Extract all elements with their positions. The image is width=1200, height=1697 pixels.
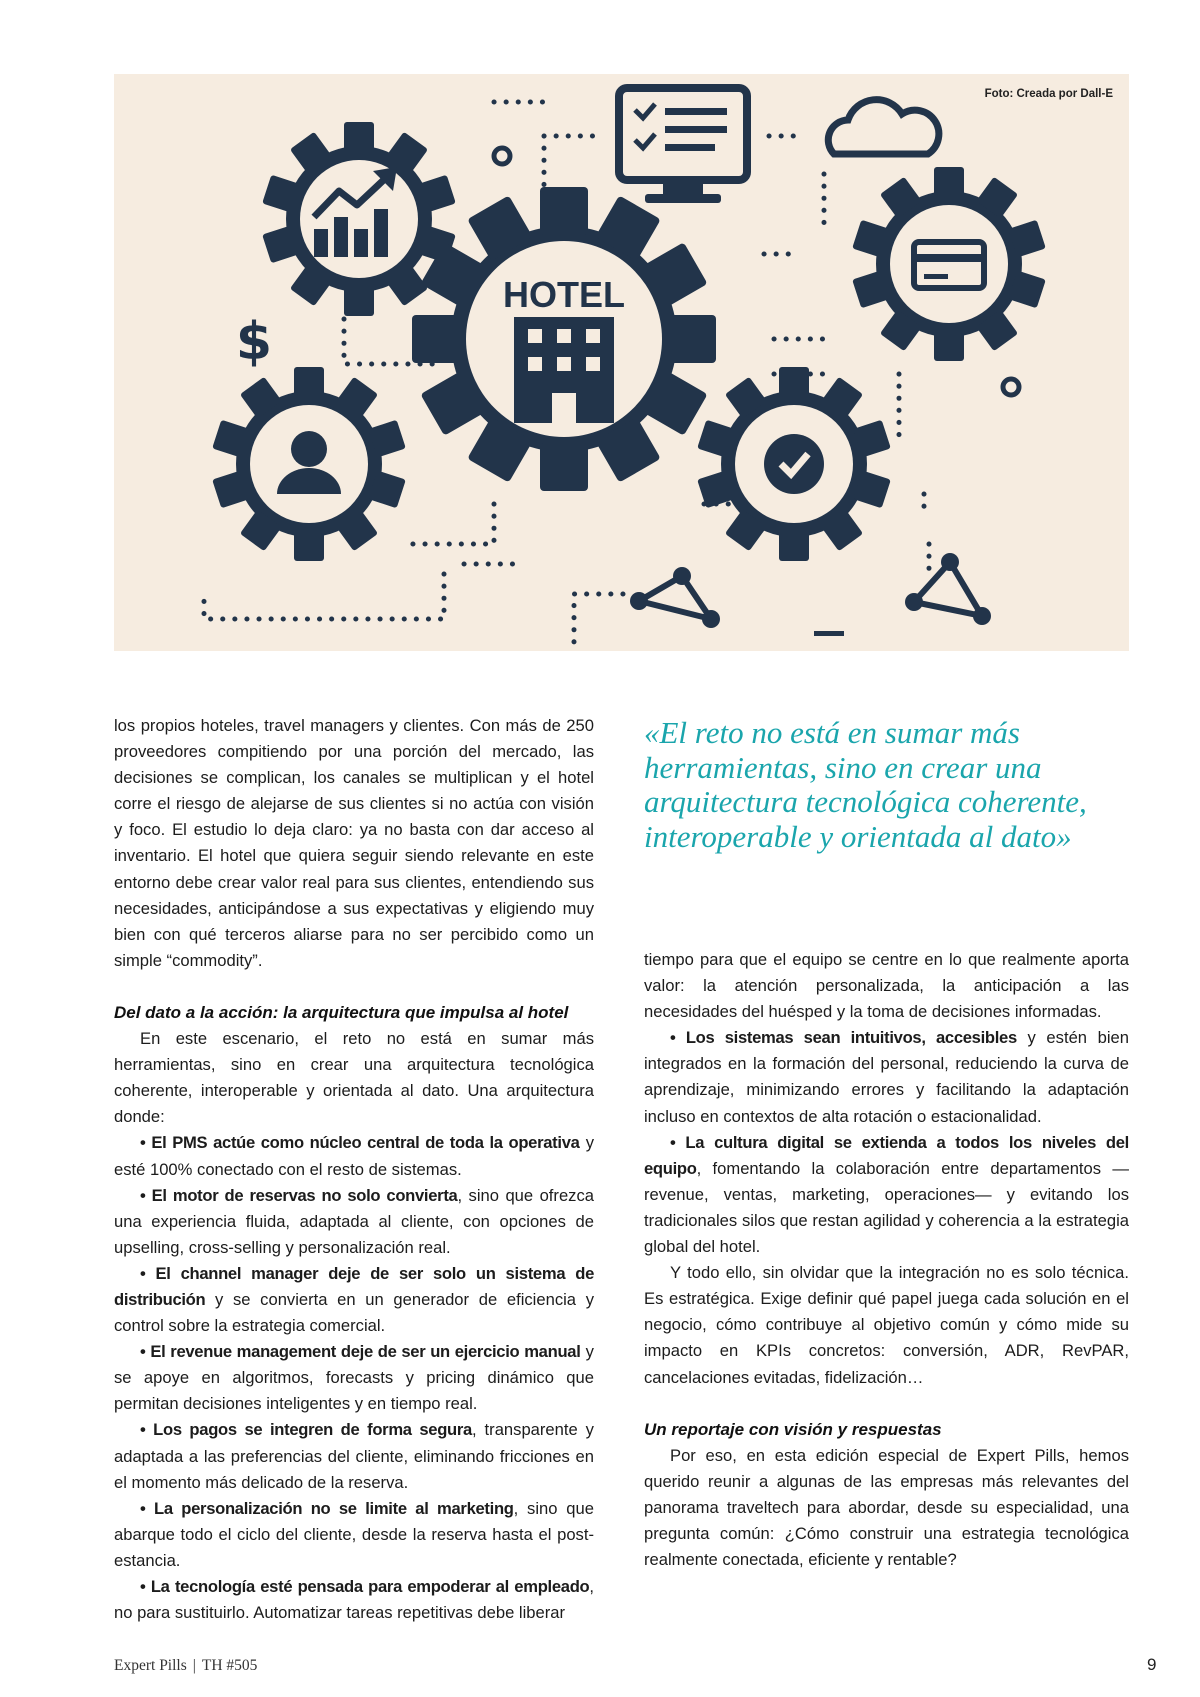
bullet-systems — [644, 1025, 1129, 1129]
photo-credit: Foto: Creada por Dall-E — [984, 88, 1113, 100]
bullet-bold: • El motor de reservas no solo convierta — [140, 1185, 458, 1205]
bullet-text: y esté 100% conectado con el resto de sistemas. — [114, 1133, 594, 1179]
bullet-text: , no para sustituirlo. Automatizar tareas repetitivas debe liberar — [114, 1577, 594, 1623]
left-column — [114, 713, 594, 1626]
user-gear-icon — [212, 367, 406, 561]
bullet-payments — [114, 1417, 594, 1495]
bullet-text: y se convierta en un generador de eficiencia y control sobre la estrategia comercial. — [114, 1289, 594, 1336]
publication-name: Expert Pills — [114, 1657, 187, 1674]
bullet-text: , transparente y adaptada a las preferencias del cliente, eliminando fricciones en el momento más delicado de la reserva. — [114, 1420, 594, 1492]
dollar-icon: $ — [235, 312, 273, 372]
bullet-bold: • El PMS actúe como núcleo central de toda la operativa — [140, 1133, 580, 1153]
bullet-bold: • La tecnología esté pensada para empoderar al empleado — [140, 1577, 590, 1596]
page-number: 9 — [1147, 1655, 1157, 1674]
ring-dot-1 — [494, 148, 510, 164]
bullet-text: y se apoye en algoritmos, forecasts y pricing dinámico que permitan decisiones inteligentes y en tiempo real. — [114, 1342, 594, 1414]
cloud-icon — [828, 100, 939, 154]
bullet-booking-engine — [114, 1183, 594, 1261]
continuation-paragraph: tiempo para que el equipo se centre en lo que realmente aporta valor: la atención personalizada, la anticipación a las necesidades del huésped y la toma de decisiones informadas. — [644, 950, 1129, 1022]
bullet-bold: • Los sistemas sean intuitivos, accesibles — [670, 1028, 1017, 1048]
footer-separator: | — [192, 1657, 196, 1674]
bullet-bold: • El channel manager deje de ser solo un sistema de distribución — [114, 1263, 594, 1309]
bullet-text: y estén bien integrados en la formación del personal, reduciendo la curva de aprendizaje, minimizando errores y facilitando la adaptación incluso en contextos de alta rotación o estacionalidad. — [644, 1028, 1130, 1126]
bullet-revenue — [114, 1339, 594, 1417]
issue-number: TH #505 — [201, 1657, 258, 1674]
pull-quote: «El reto no está en sumar más herramientas, sino en crear una arquitectura tecnológica coherente, interoperable y orientada al dato» — [644, 715, 1087, 854]
closing-paragraph: Y todo ello, sin olvidar que la integración no es solo técnica. Es estratégica. Exige definir qué papel juega cada solución en el negocio, cómo contribuye al objetivo común y cómo mide su impacto en KPIs concretos: conversión, ADR, RevPAR, cancelaciones evitadas, fidelización… — [644, 1263, 1129, 1387]
bullet-channel-manager — [114, 1261, 594, 1339]
credit-card-gear-icon — [852, 167, 1046, 361]
intro-paragraph: los propios hoteles, travel managers y clientes. Con más de 250 proveedores compitiendo por una porción del mercado, las decisiones se complican, los canales se multiplican y el hotel corre el riesgo de alejarse de sus clientes si no actúa con visión y foco. El estudio lo deja claro: ya no basta con dar acceso al inventario. El hotel que quiera seguir siendo relevante en este entorno debe crear valor real para sus clientes, entendiendo sus necesidades, anticipándose a sus expectativas y eligiendo muy bien con qué terceros aliarse para no ser percibido como un simple “commodity”. — [114, 716, 594, 970]
section-heading-report: Un reportaje con visión y respuestas — [644, 1419, 942, 1439]
section-heading-architecture: Del dato a la acción: la arquitectura que impulsa al hotel — [114, 1002, 569, 1022]
final-paragraph: Por eso, en esta edición especial de Expert Pills, hemos querido reunir a algunas de las empresas más relevantes del panorama traveltech para abordar, desde su especialidad, una pregunta común: ¿Cómo construir una estrategia tecnológica realmente conectada, eficiente y rentable? — [644, 1445, 1129, 1570]
bullet-pms — [114, 1130, 594, 1182]
bullet-employee — [114, 1574, 594, 1626]
network-triangle-icon — [639, 562, 982, 619]
bullet-text: , fomentando la colaboración entre departamentos —revenue, ventas, marketing, operaciones— y evitando los tradicionales silos que restan agilidad y coherencia a la estrategia global del hotel. — [644, 1158, 1129, 1257]
checkmark-gear-icon — [697, 367, 891, 561]
hero-artwork — [114, 74, 1129, 651]
bullet-bold: • Los pagos se integren de forma segura — [140, 1420, 472, 1440]
bullet-bold: • El revenue management deje de ser un ejercicio manual — [140, 1342, 581, 1362]
ring-dot-2 — [1003, 379, 1019, 395]
bullet-bold: • La cultura digital se extienda a todos los niveles del equipo — [644, 1132, 1129, 1178]
right-column — [644, 947, 1129, 1573]
bullet-digital-culture — [644, 1130, 1129, 1260]
hero-illustration — [114, 74, 1129, 651]
bullet-bold: • La personalización no se limite al marketing — [140, 1498, 514, 1518]
bullet-personalization — [114, 1496, 594, 1574]
footer-publication — [114, 1657, 257, 1675]
hotel-sign: HOTEL — [503, 274, 625, 315]
dash-mark — [814, 631, 844, 636]
bullet-text: , sino que ofrezca una experiencia fluida, adaptada al cliente, con opciones de upselling, cross-selling y personalización real. — [114, 1185, 594, 1257]
bullet-text: , sino que abarque todo el ciclo del cliente, desde la reserva hasta el post-estancia. — [114, 1498, 594, 1570]
lead-paragraph: En este escenario, el reto no está en sumar más herramientas, sino en crear una arquitectura tecnológica coherente, interoperable y orientada al dato. Una arquitectura donde: — [114, 1029, 594, 1127]
hotel-gear-icon — [412, 187, 716, 491]
monitor-checklist-icon — [619, 88, 747, 203]
